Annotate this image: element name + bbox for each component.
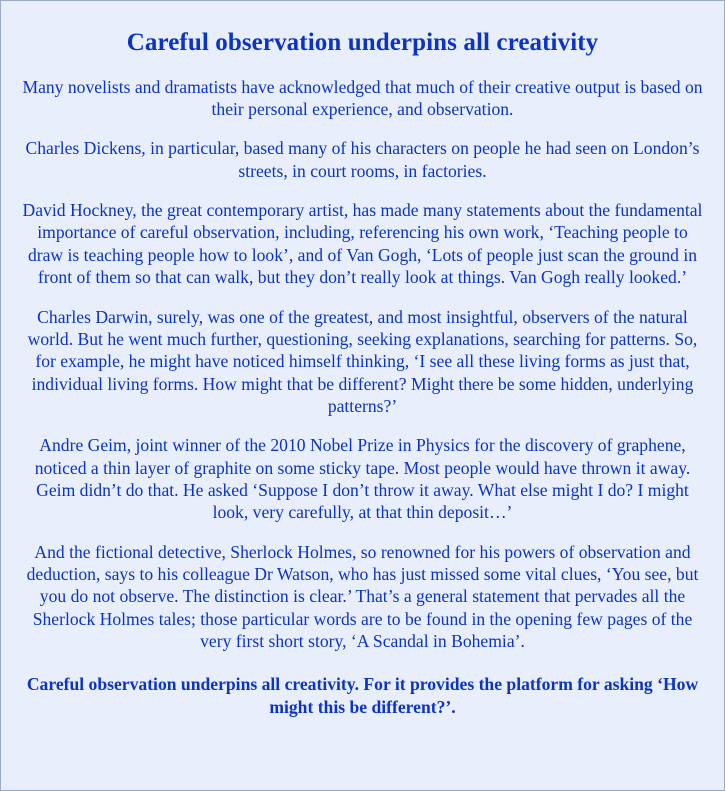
closing-statement: Careful observation underpins all creativity. For it provides the platform for asking ‘How might this be different?’. — [26, 674, 699, 717]
body-paragraph: Charles Dickens, in particular, based many of his characters on people he had seen on London’s streets, in court rooms, in factories. — [25, 138, 700, 181]
body-paragraph: Andre Geim, joint winner of the 2010 Nobel Prize in Physics for the discovery of graphene, noticed a thin layer of graphite on some sticky tape. Most people would have thrown it away. Geim didn’t do that. He asked ‘Suppose I don’t throw it away. What else might I do? I might look, very carefully, at that thin deposit…’ — [34, 435, 691, 523]
body-paragraph: And the fictional detective, Sherlock Holmes, so renowned for his powers of observation and deduction, says to his colleague Dr Watson, who has just missed some vital clues, ‘You see, but you do not observe. The distinction is clear.’ That’s a general statement that pervades all the Sherlock Holmes tales; those particular words are to be found in the opening few pages of the very first short story, ‘A Scandal in Bohemia’. — [26, 541, 699, 651]
slide-title: Careful observation underpins all creativity — [126, 29, 599, 56]
body-paragraph: Charles Darwin, surely, was one of the greatest, and most insightful, observers of the natural world. But he went much further, questioning, seeking explanations, searching for patterns. So, for example, he might have noticed himself thinking, ‘I see all these living forms as just that, individual living forms. How might that be different? Might there be some hidden, underlying patterns?’ — [27, 306, 698, 416]
body-paragraph: David Hockney, the great contemporary artist, has made many statements about the fundamental importance of careful observation, including, referencing his own work, ‘Teaching people to draw is teaching people how to look’, and of Van Gogh, ‘Lots of people just scan the ground in front of them so that can walk, but they don’t really look at things. Van Gogh really looked.’ — [22, 200, 703, 288]
body-paragraph: Many novelists and dramatists have acknowledged that much of their creative output is based on their personal experience, and observation. — [22, 76, 703, 120]
